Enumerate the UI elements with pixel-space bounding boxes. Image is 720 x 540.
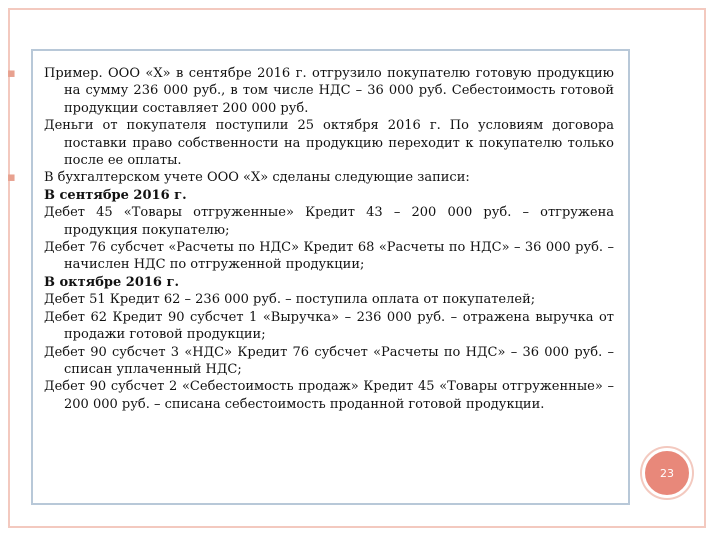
september-heading <box>44 187 614 204</box>
heading-text: В октябре 2016 г. <box>44 274 179 290</box>
entry-3 <box>44 291 614 308</box>
entry-5 <box>44 344 614 379</box>
page-number-badge: 23 <box>642 448 692 498</box>
slide-text-body <box>7 65 614 413</box>
entry-text: Дебет 90 субсчет 3 «НДС» Кредит 76 субсчет «Расчеты по НДС» – 36 000 руб. – списан уплаченный НДС; <box>44 344 614 377</box>
example-paragraph: ▪ Пример. ООО «Х» в сентябре 2016 г. отгрузило покупателю готовую продукцию на сумму 236 000 руб., в том числе НДС – 36 000 руб. Себестоимость готовой продукции составляет 200 000 руб. <box>7 66 614 116</box>
payment-paragraph <box>44 117 614 169</box>
entry-4 <box>44 309 614 344</box>
entry-6 <box>44 378 614 413</box>
entry-1 <box>44 204 614 239</box>
october-heading <box>44 274 614 291</box>
entry-2 <box>44 239 614 274</box>
paragraph-text: В бухгалтерском учете ООО «Х» сделаны следующие записи: <box>44 170 470 186</box>
entry-text: Дебет 51 Кредит 62 – 236 000 руб. – поступила оплата от покупателей; <box>44 292 536 308</box>
paragraph-text: Деньги от покупателя поступили 25 октября 2016 г. По условиям договора поставки право собственности на продукцию переходит к покупателю только после ее оплаты. <box>44 118 614 169</box>
entry-text: Дебет 62 Кредит 90 субсчет 1 «Выручка» – 236 000 руб. – отражена выручка от продажи готовой продукции; <box>44 309 614 343</box>
paragraph-text: Пример. ООО «Х» в сентябре 2016 г. отгрузило покупателю готовую продукцию на сумму 236 000 руб., в том числе НДС – 36 000 руб. Себестоимость готовой продукции составляет 200 000 руб. <box>44 66 614 116</box>
entry-text: Дебет 76 субсчет «Расчеты по НДС» Кредит 68 «Расчеты по НДС» – 36 000 руб. – начислен НДС по отгруженной продукции; <box>44 240 614 273</box>
records-intro: ▪ В бухгалтерском учете ООО «Х» сделаны следующие записи: <box>7 170 470 186</box>
entry-text: Дебет 90 субсчет 2 «Себестоимость продаж» Кредит 45 «Товары отгруженные» – 200 000 руб. – списана себестоимость проданной готовой продукции. <box>44 379 614 412</box>
heading-text: В сентябре 2016 г. <box>44 187 187 203</box>
entry-text: Дебет 45 «Товары отгруженные» Кредит 43 – 200 000 руб. – отгружена продукция покупателю; <box>44 205 614 238</box>
